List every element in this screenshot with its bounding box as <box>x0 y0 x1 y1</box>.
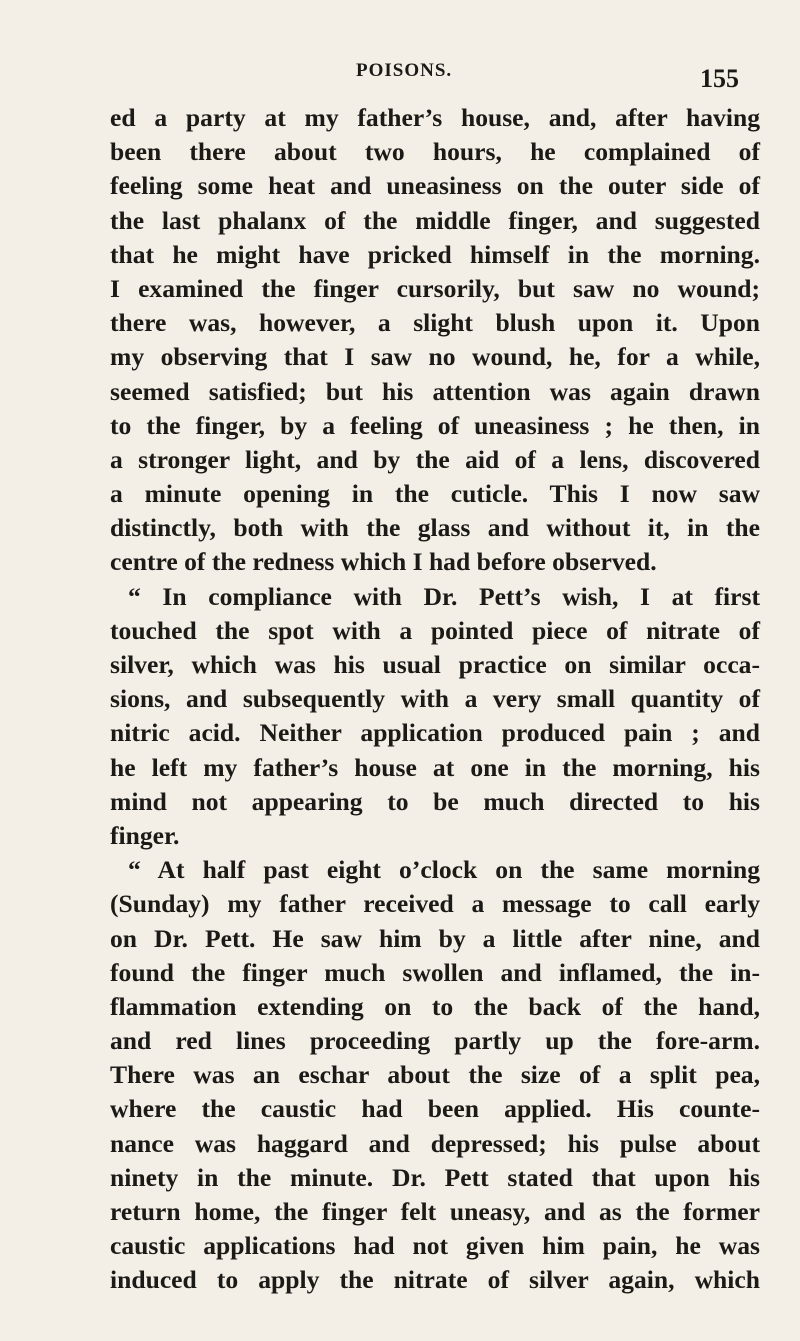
text-line: to the finger, by a feeling of uneasiness ; he then, in <box>110 410 760 440</box>
text-line: on Dr. Pett. He saw him by a little after nine, and <box>110 923 760 953</box>
text-line: feeling some heat and uneasiness on the outer side of <box>110 171 760 201</box>
text-line: finger. <box>110 820 180 850</box>
text-line: seemed satisfied; but his attention was again drawn <box>110 376 760 406</box>
body-text <box>110 101 760 1298</box>
text-line: where the caustic had been applied. His counte- <box>110 1094 760 1124</box>
text-line: been there about two hours, he complained of <box>110 137 760 167</box>
text-line: my observing that I saw no wound, he, for a while, <box>110 342 760 372</box>
text-line: induced to apply the nitrate of silver again, which <box>110 1265 760 1295</box>
text-line: a stronger light, and by the aid of a lens, discovered <box>110 444 760 474</box>
text-line: found the finger much swollen and inflamed, the in- <box>110 957 760 987</box>
text-line: nitric acid. Neither application produced pain ; and <box>110 718 760 748</box>
text-line: return home, the finger felt uneasy, and as the former <box>110 1197 760 1226</box>
text-line: and red lines proceeding partly up the fore-arm. <box>110 1026 760 1056</box>
text-line: there was, however, a slight blush upon it. Upon <box>110 308 760 338</box>
text-line: nance was haggard and depressed; his pulse about <box>110 1128 760 1158</box>
text-line: ninety in the minute. Dr. Pett stated that upon his <box>110 1162 760 1192</box>
text-line: There was an eschar about the size of a split pea, <box>110 1060 760 1090</box>
text-line: silver, which was his usual practice on similar occa- <box>110 650 760 679</box>
running-head: POISONS. <box>356 60 453 81</box>
text-line: centre of the redness which I had before observed. <box>110 547 657 577</box>
text-line: caustic applications had not given him pain, he was <box>110 1231 760 1261</box>
text-line: a minute opening in the cuticle. This I now saw <box>110 479 760 509</box>
text-line: (Sunday) my father received a message to call early <box>110 889 760 919</box>
text-line: ed a party at my father’s house, and, after having <box>110 103 760 132</box>
text-line: sions, and subsequently with a very small quantity of <box>110 684 760 714</box>
text-line: flammation extending on to the back of the hand, <box>110 991 760 1021</box>
text-line: I examined the finger cursorily, but saw no wound; <box>110 273 760 303</box>
text-line: distinctly, both with the glass and without it, in the <box>110 513 760 543</box>
text-line: he left my father’s house at one in the morning, his <box>110 752 760 782</box>
text-line: “ In compliance with Dr. Pett’s wish, I at first <box>128 581 760 611</box>
text-line: the last phalanx of the middle finger, and suggested <box>110 205 760 235</box>
text-line: “ At half past eight o’clock on the same morning <box>128 855 760 885</box>
page-number: 155 <box>700 64 739 93</box>
text-line: that he might have pricked himself in the morning. <box>110 239 760 269</box>
text-line: mind not appearing to be much directed to his <box>110 786 760 816</box>
text-line: touched the spot with a pointed piece of nitrate of <box>110 615 760 645</box>
